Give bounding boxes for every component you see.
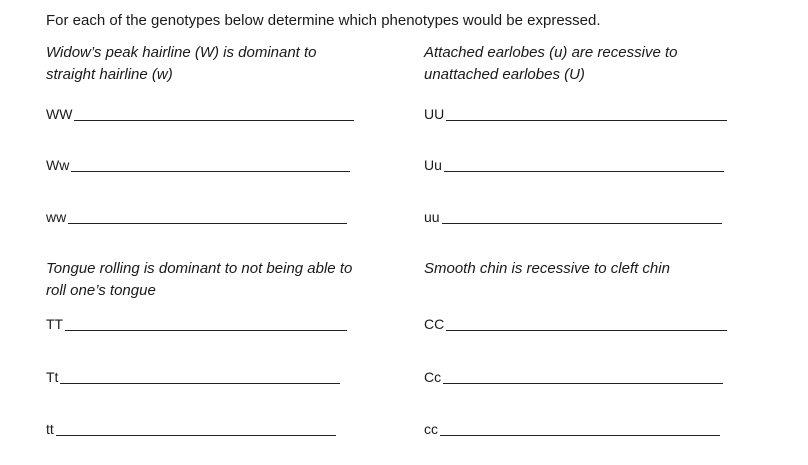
answer-blank[interactable] (68, 222, 347, 224)
answer-blank[interactable] (60, 382, 340, 384)
genotype-row-tt-lower (46, 418, 336, 438)
genotype-row-cc-upper (424, 313, 727, 333)
genotype-row-cc-mixed (424, 366, 723, 386)
description-line: Tongue rolling is dominant to not being able to (46, 260, 353, 277)
genotype-row-uu-upper (424, 103, 727, 123)
instruction-text: For each of the genotypes below determine which phenotypes would be expressed. (46, 12, 601, 29)
genotype-label: Tt (46, 369, 59, 385)
answer-blank[interactable] (71, 170, 350, 172)
genotype-label: Cc (424, 369, 442, 385)
description-line: Smooth chin is recessive to cleft chin (424, 260, 670, 277)
genotype-label: tt (46, 421, 54, 437)
description-line: Widow’s peak hairline (W) is dominant to (46, 44, 317, 61)
earlobes-description (424, 42, 677, 86)
genotype-row-ww-mixed (46, 154, 350, 174)
genotype-row-ww-upper (46, 103, 354, 123)
genotype-label: TT (46, 316, 64, 332)
genotype-row-uu-mixed (424, 154, 724, 174)
answer-blank[interactable] (442, 222, 722, 224)
genotype-label: ww (46, 209, 67, 225)
genotype-label: Ww (46, 157, 70, 173)
tongue-rolling-description (46, 258, 352, 302)
genotype-row-ww-lower (46, 206, 347, 226)
description-line: roll one’s tongue (46, 282, 156, 299)
genotype-row-uu-lower (424, 206, 722, 226)
answer-blank[interactable] (443, 382, 723, 384)
description-line: straight hairline (w) (46, 66, 173, 83)
genotype-label: cc (424, 421, 438, 437)
genotype-row-tt-mixed (46, 366, 340, 386)
answer-blank[interactable] (440, 434, 720, 436)
answer-blank[interactable] (444, 170, 724, 172)
answer-blank[interactable] (65, 329, 347, 331)
genotype-label: Uu (424, 157, 442, 173)
answer-blank[interactable] (74, 119, 354, 121)
widows-peak-description (46, 42, 317, 86)
answer-blank[interactable] (56, 434, 336, 436)
answer-blank[interactable] (446, 119, 727, 121)
genotype-row-tt-upper (46, 313, 347, 333)
description-line: Attached earlobes (u) are recessive to (424, 44, 678, 61)
cleft-chin-description (424, 258, 670, 280)
genotype-label: UU (424, 106, 445, 122)
genotype-row-cc-lower (424, 418, 720, 438)
genotype-label: WW (46, 106, 73, 122)
answer-blank[interactable] (446, 329, 727, 331)
genotype-label: uu (424, 209, 440, 225)
description-line: unattached earlobes (U) (424, 66, 585, 83)
genotype-label: CC (424, 316, 445, 332)
